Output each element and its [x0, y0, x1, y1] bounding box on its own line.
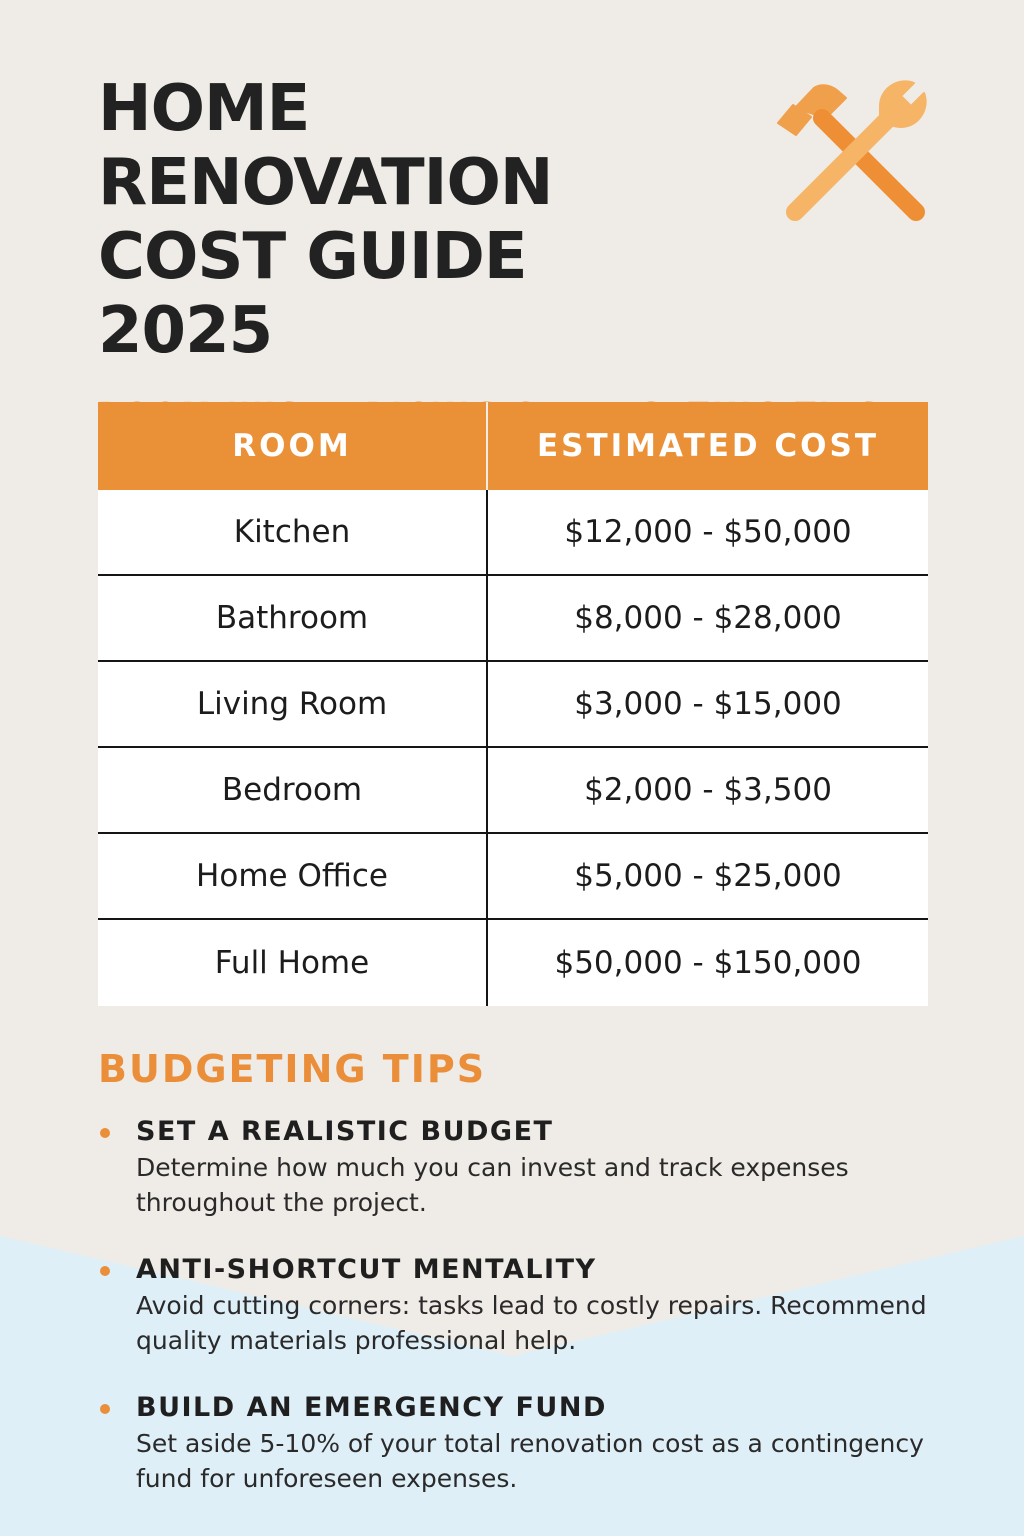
tip-text: Determine how much you can invest and track expenses throughout the project.: [136, 1153, 849, 1217]
tip-title: SET A REALISTIC BUDGET: [136, 1116, 554, 1147]
table-row: [98, 490, 928, 576]
estimated-cost-column-header: ESTIMATED COST: [536, 428, 880, 464]
table-row: [98, 834, 928, 920]
budgeting-tips-title: BUDGETING TIPS: [98, 1047, 487, 1091]
cost-table-header: [98, 402, 928, 490]
cost-cell: $8,000 - $28,000: [574, 600, 842, 636]
tip-title: BUILD AN EMERGENCY FUND: [136, 1392, 607, 1423]
room-cell: Bathroom: [98, 576, 488, 660]
tip-title: ANTI-SHORTCUT MENTALITY: [136, 1254, 597, 1285]
cost-table: [98, 402, 928, 1006]
table-row: [98, 662, 928, 748]
tip-text: Set aside 5-10% of your total renovation cost as a contingency fund for unforeseen expenses.: [136, 1429, 924, 1493]
tip-item: [136, 1392, 938, 1496]
cost-cell: $3,000 - $15,000: [574, 686, 842, 722]
cost-table-body: [98, 490, 928, 1006]
room-cell: Home Office: [98, 834, 488, 918]
room-cell: Bedroom: [98, 748, 488, 832]
bullet-icon: [100, 1404, 110, 1414]
bullet-icon: [100, 1266, 110, 1276]
tip-item: [136, 1116, 938, 1220]
cost-cell: $2,000 - $3,500: [584, 772, 832, 808]
bullet-icon: [100, 1128, 110, 1138]
table-row: [98, 576, 928, 662]
table-row: [98, 920, 928, 1006]
hammer-wrench-icon: [760, 70, 935, 235]
room-cell: Living Room: [98, 662, 488, 746]
tip-item: [136, 1254, 938, 1358]
room-cell: Full Home: [98, 920, 488, 1006]
cost-cell: $5,000 - $25,000: [574, 858, 842, 894]
room-column-header: ROOM: [98, 402, 488, 490]
budgeting-tips-section: [98, 1045, 938, 1496]
tip-text: Avoid cutting corners: tasks lead to costly repairs. Recommend quality materials professional help.: [136, 1291, 927, 1355]
table-row: [98, 748, 928, 834]
room-cell: Kitchen: [98, 490, 488, 574]
cost-cell: $50,000 - $150,000: [554, 945, 862, 981]
cost-cell: $12,000 - $50,000: [564, 514, 852, 550]
page-title: HOME RENOVATION COST GUIDE 2025: [98, 72, 553, 368]
